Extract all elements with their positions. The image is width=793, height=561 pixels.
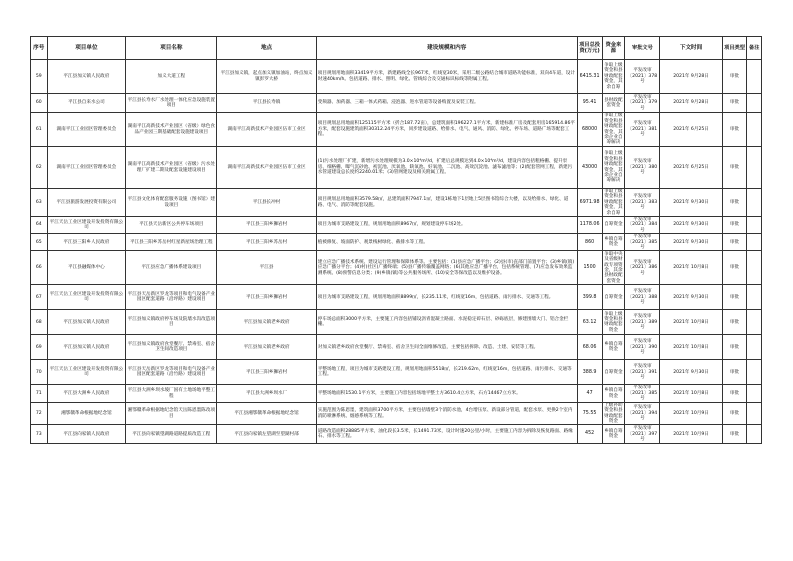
project-unit-cell: 湘鄂赣革命根据地纪念馆 [47, 402, 126, 425]
location-cell: 平江县加义镇老乡政府 [217, 335, 316, 360]
funding-source-cell: 争取上级资金和县财政配套资金，其余自筹 [602, 189, 625, 217]
row-number-cell: 60 [31, 94, 48, 113]
investment-cell: 388.9 [577, 360, 602, 385]
project-unit-cell: 湖南平江工业园区管理委员会 [47, 147, 126, 189]
issue-date-cell: 2021年 10月8日 [660, 385, 722, 402]
project-unit-cell: 平江县旅游发展投资有限公司 [47, 189, 126, 217]
table-header-row [31, 37, 762, 60]
project-name-cell: 湖南平江高新技术产业园区（省级）污水处理厂扩建二期及配套设施建设项目 [126, 147, 217, 189]
note-cell [747, 113, 762, 147]
approval-doc-cell: 平发改审〔2021〕389号 [625, 310, 660, 335]
row-number-cell: 65 [31, 234, 48, 251]
row-number-cell: 71 [31, 385, 48, 402]
location-cell: 平江县三阳乡苏岳村 [217, 234, 316, 251]
project-unit-cell: 平江天岳工业区建设开发投资有限公司 [47, 285, 126, 310]
table-row [31, 147, 762, 189]
issue-date-cell: 2021年 6月25日 [660, 147, 722, 189]
project-type-cell: 审批 [722, 189, 747, 217]
location-cell: 平江县三阳乡狮岩村 [217, 360, 316, 385]
project-name-cell: 平江县大洲乡坝水坡厂国有土地场地平整工程 [126, 385, 217, 402]
project-name-cell: 湘鄂赣革命根据地纪念馆天岳陈恩墨陈改项目 [126, 402, 217, 425]
table-row [31, 217, 762, 234]
investment-cell: 399.8 [577, 285, 602, 310]
project-approval-table [30, 36, 762, 444]
table-row [31, 360, 762, 385]
issue-date-cell: 2021年 10月8日 [660, 251, 722, 285]
note-cell [747, 360, 762, 385]
issue-date-cell: 2021年 9月28日 [660, 60, 722, 94]
investment-cell: 68000 [577, 113, 602, 147]
table-row [31, 234, 762, 251]
funding-source-cell: 争取上级资金和县财政配套资金，其余自筹 [602, 60, 625, 94]
header-cell: 项目单位 [47, 37, 126, 60]
funding-source-cell: 县财政配套资金 [602, 94, 625, 113]
scope-content-cell: 实施范围为陈恩墨，建筑面积3700平方米，主要包括墙壁3个消防水池，4台增压泵、新设部分管道，配套水泵、更换2个室内消防喷淋系统、烟感系统等工程。 [316, 402, 577, 425]
project-type-cell: 审批 [722, 402, 747, 425]
location-cell: 平江县 [217, 251, 316, 285]
approval-doc-cell: 平发改审〔2021〕383号 [625, 189, 660, 217]
location-cell: 平江县加义镇老乡政府 [217, 310, 316, 335]
table-row [31, 60, 762, 94]
header-cell: 资金来源 [602, 37, 625, 60]
funding-source-cell: 争取上级资金和县财政配套资金，其余企业自筹解决 [602, 113, 625, 147]
issue-date-cell: 2021年 9月30日 [660, 360, 722, 385]
approval-doc-cell: 平发改审〔2021〕380号 [625, 147, 660, 189]
project-name-cell: 平江县应急广播体系建设项目 [126, 251, 217, 285]
project-unit-cell: 平江县自来水公司 [47, 94, 126, 113]
project-type-cell: 审批 [722, 113, 747, 147]
approval-doc-cell: 平发改审〔2021〕381号 [625, 113, 660, 147]
row-number-cell: 73 [31, 425, 48, 444]
project-name-cell: 平江县天岳新区罗龙等项目和电气设备产业园区配套道路（沿竹路）建设项目 [126, 360, 217, 385]
investment-cell: 452 [577, 425, 602, 444]
location-cell: 平江县向家镇左望湖至望湖村部 [217, 425, 316, 444]
investment-cell: 43000 [577, 147, 602, 189]
row-number-cell: 62 [31, 147, 48, 189]
project-type-cell: 审批 [722, 360, 747, 385]
location-cell: 平江县三阳乡狮岩村 [217, 285, 316, 310]
table-row [31, 425, 762, 444]
note-cell [747, 385, 762, 402]
project-unit-cell: 平江县加义镇人民政府 [47, 60, 126, 94]
project-type-cell: 审批 [722, 217, 747, 234]
approval-doc-cell: 平发改审〔2021〕388号 [625, 285, 660, 310]
approval-doc-cell: 平发改审〔2021〕385号 [625, 234, 660, 251]
issue-date-cell: 2021年 9月30日 [660, 217, 722, 234]
project-unit-cell: 平江县大洲乡人民政府 [47, 385, 126, 402]
scope-content-cell: 建立应急广播技术系统、建设运行管理和保障体系等。主要包括：(1)县应急广播平台；(2)县(市)直部门前置平台；(3)乡镇(镇)应急广播分平台；(4)村(社区)广播终端；(5)县广播传输覆盖网络；(6)其他应急广播平台，包括系统管理、(7)应急发布效果监测系统、(8)预警信息分类；(9)乡镇(镇)等公共服务场所、(10)安全等保改造以及维护设备。 [316, 251, 577, 285]
note-cell [747, 60, 762, 94]
approval-doc-cell: 平发改审〔2021〕386号 [625, 251, 660, 285]
header-cell: 地点 [217, 37, 316, 60]
funding-source-cell: 自筹资金 [602, 360, 625, 385]
table-body [31, 60, 762, 444]
project-type-cell: 审批 [722, 310, 747, 335]
funding-source-cell: 乡镇自筹资金 [602, 425, 625, 444]
project-unit-cell: 湖南平江工业园区管理委员会 [47, 113, 126, 147]
row-number-cell: 70 [31, 360, 48, 385]
approval-doc-cell: 平发改审〔2021〕384号 [625, 217, 660, 234]
approval-doc-cell: 平发改审〔2021〕385号 [625, 385, 660, 402]
row-number-cell: 69 [31, 335, 48, 360]
approval-doc-cell: 平发改审〔2021〕397号 [625, 425, 660, 444]
project-unit-cell: 平江天岳工业区建设开发投资有限公司 [47, 217, 126, 234]
approval-doc-cell: 平发改审〔2021〕390号 [625, 335, 660, 360]
project-name-cell: 平江县天岳新区公共停车场项目 [126, 217, 217, 234]
location-cell: 平江县加义镇，起点加义镇加油站，终点加义镇彭罗大桥 [217, 60, 316, 94]
project-type-cell: 审批 [722, 285, 747, 310]
project-unit-cell: 平江天岳工业区建设开发投资有限公司 [47, 360, 126, 385]
note-cell [747, 147, 762, 189]
approval-doc-cell: 平发改审〔2021〕379号 [625, 94, 660, 113]
project-type-cell: 审批 [722, 234, 747, 251]
header-cell: 下文时间 [660, 37, 722, 60]
location-cell: 平江县大洲乡坝水厂 [217, 385, 316, 402]
scope-content-cell: 变频器、加药器、三箱一体式药箱、浸泡器、进水管道等设备购置及安装工程。 [316, 94, 577, 113]
project-type-cell: 审批 [722, 335, 747, 360]
project-type-cell: 审批 [722, 251, 747, 285]
funding-source-cell: 自筹资金 [602, 217, 625, 234]
investment-cell: 860 [577, 234, 602, 251]
project-unit-cell: 平江县向家镇人民政府 [47, 425, 126, 444]
scope-content-cell: 平整场地工程，项目为城市支路建设工程，规划用地面积5518㎡，长219.62m，红线宽16m，包括道路、雨污排水、交通等工程。 [316, 360, 577, 385]
location-cell: 湖南平江高新技术产业园区伍市工业区 [217, 113, 316, 147]
note-cell [747, 285, 762, 310]
row-number-cell: 63 [31, 189, 48, 217]
row-number-cell: 61 [31, 113, 48, 147]
scope-content-cell: 项目为城市支路建设工程，规划用地面积8899㎡，长235.11米，红线宽16m，包括道路、雨污排水、交通等工程。 [316, 285, 577, 310]
issue-date-cell: 2021年 10月8日 [660, 310, 722, 335]
location-cell: 湖南平江高新技术产业园区伍市工业区 [217, 147, 316, 189]
project-type-cell: 审批 [722, 385, 747, 402]
scope-content-cell: 项目规划用地面积33419平方米，新建路线全长967米，红线宽30米，采用二级公路结合城市道路功能标准，双向4车道，设计时速40km/h。包括道路、排水、照明、绿化、管线综合及交通标识标线等附属工程。 [316, 60, 577, 94]
issue-date-cell: 2021年 10月9日 [660, 402, 722, 425]
issue-date-cell: 2021年 10月8日 [660, 335, 722, 360]
issue-date-cell: 2021年 6月25日 [660, 113, 722, 147]
project-unit-cell: 平江县加义镇人民政府 [47, 335, 126, 360]
header-cell: 项目类型 [722, 37, 747, 60]
row-number-cell: 59 [31, 60, 48, 94]
table-row [31, 335, 762, 360]
scope-content-cell: 项目规划总用地面积3579.58㎡，总建筑面积7947.1㎡，建设1栋地下1层地上5层图书馆综合大楼，以及给排水、绿化、道路、电气、消防等配套设施。 [316, 189, 577, 217]
project-name-cell: 加义大道工程 [126, 60, 217, 94]
project-name-cell: 平江县天岳新区罗龙等项目和电气设备产业园区配套道路（沿坪路）建设项目 [126, 285, 217, 310]
investment-cell: 1178.06 [577, 217, 602, 234]
row-number-cell: 66 [31, 251, 48, 285]
note-cell [747, 335, 762, 360]
table-row [31, 251, 762, 285]
approval-table-page [30, 36, 762, 444]
project-type-cell: 审批 [722, 147, 747, 189]
note-cell [747, 189, 762, 217]
row-number-cell: 68 [31, 310, 48, 335]
project-unit-cell: 平江县三阳乡人民政府 [47, 234, 126, 251]
investment-cell: 95.41 [577, 94, 602, 113]
scope-content-cell: 项目为城市支路建设工程，规划用地面积8967㎡，规划建设停车场2处。 [316, 217, 577, 234]
scope-content-cell: 项目规划总用地面积125115平方米（折合187.72亩），总建筑面积196227.1平方米，新建标准厂房及配套用房165914.86平方米，配套设施建筑面积30312.24平方米，同步建设道路、给排水、电气、通风、消防、绿化、停车场、道路广场等配套工程。 [316, 113, 577, 147]
header-cell: 序号 [31, 37, 48, 60]
scope-content-cell: 平整场地面积1530.1平方米，主要施工内容包括场地平整土方3610.4立方米，石方14467立方米。 [316, 385, 577, 402]
funding-source-cell: 争取中央及省级财政专项资金，其余县财政配套资金 [602, 251, 625, 285]
project-type-cell: 审批 [722, 94, 747, 113]
investment-cell: 6971.98 [577, 189, 602, 217]
header-cell: 审批文号 [625, 37, 660, 60]
table-row [31, 285, 762, 310]
project-unit-cell: 平江县融媒体中心 [47, 251, 126, 285]
project-name-cell: 平江县三阳乡苏岳村红星新屋场治理工程 [126, 234, 217, 251]
investment-cell: 47 [577, 385, 602, 402]
header-cell: 项目名称 [126, 37, 217, 60]
issue-date-cell: 2021年 10月9日 [660, 425, 722, 444]
funding-source-cell: 上级补助资金和县财政配套资金 [602, 402, 625, 425]
investment-cell: 75.55 [577, 402, 602, 425]
row-number-cell: 72 [31, 402, 48, 425]
note-cell [747, 310, 762, 335]
project-name-cell: 平江县文化体育配套服务设施（图书馆）建设项目 [126, 189, 217, 217]
funding-source-cell: 争取上级资金和县财政配套资金，其余企业自筹解决 [602, 147, 625, 189]
table-row [31, 113, 762, 147]
location-cell: 平江县长寿镇 [217, 94, 316, 113]
project-name-cell: 平江县向家镇望湖路道路提质改造工程 [126, 425, 217, 444]
header-cell: 备注 [747, 37, 762, 60]
issue-date-cell: 2021年 9月30日 [660, 285, 722, 310]
investment-cell: 68.06 [577, 335, 602, 360]
table-row [31, 94, 762, 113]
scope-content-cell: 停车场总面积3000平方米，主要施工内容包括铺设沥青混凝土路面、水泥稳定碎石层、砂砾底层，修建围墙大门、铝合金栏栅。 [316, 310, 577, 335]
approval-doc-cell: 平发改审〔2021〕378号 [625, 60, 660, 94]
approval-doc-cell: 平发改审〔2021〕391号 [625, 360, 660, 385]
row-number-cell: 64 [31, 217, 48, 234]
issue-date-cell: 2021年 9月30日 [660, 234, 722, 251]
project-type-cell: 审批 [722, 425, 747, 444]
funding-source-cell: 自筹资金 [602, 285, 625, 310]
funding-source-cell: 乡镇自筹资金 [602, 234, 625, 251]
scope-content-cell: 道路改造面积28885平方米，油化段长3.5米，长1491.73米，设计时速20公里/小时，主要施工内容为拆除及恢复路面、路缘石、排水等工程。 [316, 425, 577, 444]
location-cell: 平江县湘鄂赣革命根据地纪念馆 [217, 402, 316, 425]
issue-date-cell: 2021年 9月28日 [660, 94, 722, 113]
note-cell [747, 251, 762, 285]
project-name-cell: 平江县加义镇政府停车场及院墙水沟改造项目 [126, 310, 217, 335]
investment-cell: 63.12 [577, 310, 602, 335]
header-cell: 建设规模和内容 [316, 37, 577, 60]
table-row [31, 189, 762, 217]
issue-date-cell: 2021年 9月30日 [660, 189, 722, 217]
row-number-cell: 67 [31, 285, 48, 310]
project-name-cell: 平江县加义镇政府食堂餐厅、禁毒室、宿舍卫生间改造项目 [126, 335, 217, 360]
project-type-cell: 审批 [722, 60, 747, 94]
note-cell [747, 94, 762, 113]
funding-source-cell: 乡镇自筹资金 [602, 385, 625, 402]
scope-content-cell: (1)污水处理厂扩建，新增污水处理规模为3.0×10⁴m³/d，扩建后总规模达到4.0×10⁴m³/d，建设内容包括粗格栅、提升泵房、细格栅、曝气沉砂池、初沉池、厌氧池、缺氧池、好氧池、二沉池、高效沉淀池、滤布滤池等；(2)配套管网工程，新建污水管道建设总长度约2240.01米；(3)管网建设及相关附属工程。 [316, 147, 577, 189]
note-cell [747, 234, 762, 251]
project-unit-cell: 平江县加义镇人民政府 [47, 310, 126, 335]
project-name-cell: 平江县长寿水厂水处理一体化应急设施装置项目 [126, 94, 217, 113]
note-cell [747, 217, 762, 234]
table-row [31, 402, 762, 425]
note-cell [747, 425, 762, 444]
project-name-cell: 湖南平江高新技术产业园区（省级）绿色食品产业园三期基础配套设施建设项目 [126, 113, 217, 147]
investment-cell: 6415.31 [577, 60, 602, 94]
location-cell: 平江县三阳乡狮岩村 [217, 217, 316, 234]
header-cell: 项目总投资(万元) [577, 37, 602, 60]
investment-cell: 1500 [577, 251, 602, 285]
funding-source-cell: 争取上级资金和县财政配套资金 [602, 310, 625, 335]
scope-content-cell: 对加义镇老乡政府食堂餐厅、禁毒室、宿舍卫生间全面维修改造，主要包括拆除、改造、土建、安装等工程。 [316, 335, 577, 360]
table-row [31, 385, 762, 402]
funding-source-cell: 乡镇自筹资金 [602, 335, 625, 360]
note-cell [747, 402, 762, 425]
approval-doc-cell: 平发改审〔2021〕394号 [625, 402, 660, 425]
scope-content-cell: 植被修复、坡面防护、观景栈树绿化、截排水等工程。 [316, 234, 577, 251]
table-row [31, 310, 762, 335]
location-cell: 平江县长冲村 [217, 189, 316, 217]
